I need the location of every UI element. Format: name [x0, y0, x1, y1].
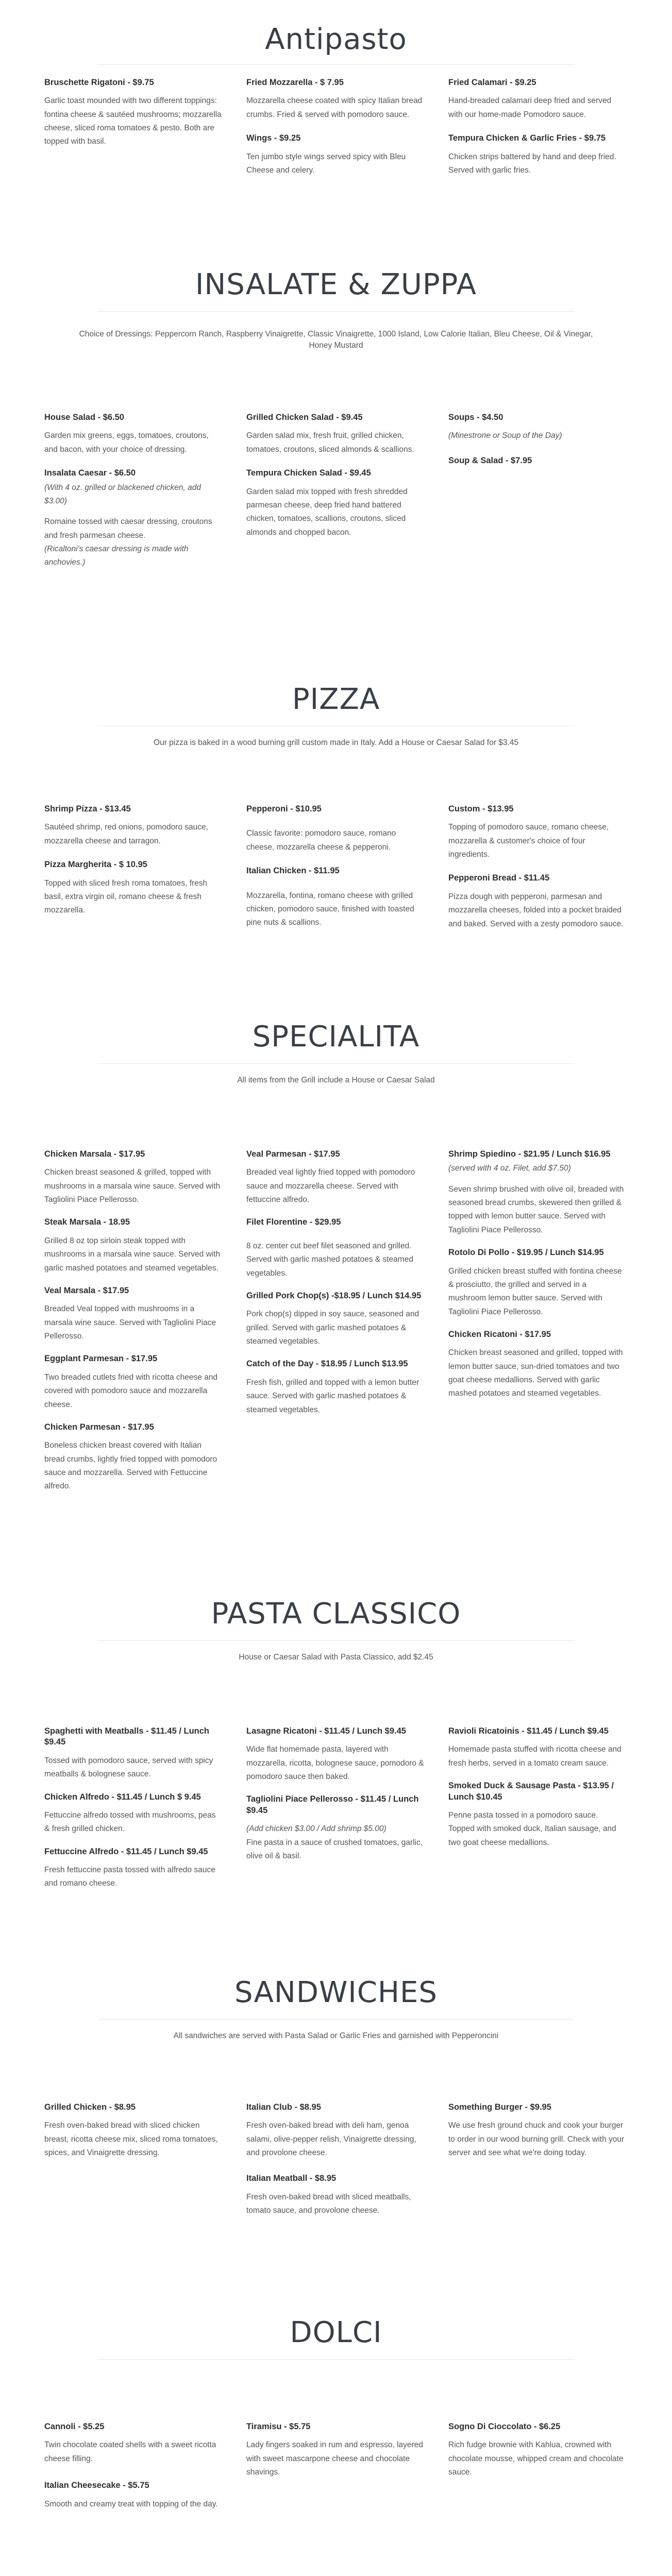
sandwiches-col-1	[44, 2102, 222, 2170]
item-description: Mozzarella, fontina, romano cheese with grilled chicken, pomodoro sauce, finished with toasted pine nuts & scallions.	[246, 891, 414, 927]
menu-item	[246, 2421, 424, 2479]
item-description: Homemade pasta stuffed with ricotta cheese and fresh herbs, served in a tomato cream sauce.	[448, 1745, 621, 1768]
item-name: Chicken Alfredo - $11.45 / Lunch $ 9.45	[44, 1792, 201, 1802]
sandwiches-title: SANDWICHES	[234, 1976, 438, 2009]
item-description: Fresh oven-baked bread with sliced chicken breast, ricotta cheese mix, sliced roma tomatoes, spices, and Vinaigrette dressing.	[44, 2121, 218, 2158]
item-description: Pizza dough with pepperoni, parmesan and mozzarella cheeses, folded into a pocket braided and baked. Served with a zesty pomodoro sauce.	[448, 892, 624, 928]
sandwiches-note: All sandwiches are served with Pasta Salad or Garlic Fries and garnished with Pepperoncini	[173, 2031, 499, 2040]
menu-item	[246, 133, 424, 177]
menu-item	[448, 2421, 626, 2479]
item-name: Spaghetti with Meatballs - $11.45 / Lunch $9.45	[44, 1726, 209, 1747]
menu-item	[246, 412, 424, 456]
specialita-col-2	[246, 1149, 424, 1427]
menu-item	[44, 804, 222, 848]
item-name: Lasagne Ricatoni - $11.45 / Lunch $9.45	[246, 1726, 406, 1736]
item-name: Something Burger - $9.95	[448, 2103, 551, 2112]
dolci-col-2	[246, 2421, 424, 2489]
dolci-col-1	[44, 2421, 222, 2521]
item-description: Twin chocolate coated shells with a sweet ricotta cheese filling.	[44, 2441, 216, 2463]
item-description: Boneless chicken breast covered with Italian bread crumbs, lightly fried topped with pomodoro sauce and mozzarella. Served with Fettuccine alfredo.	[44, 1441, 217, 1491]
item-description: Penne pasta tossed in a pomodoro sauce. Topped with smoked duck, Italian sausage, and two goat cheese medallions.	[448, 1811, 616, 1847]
item-name: Tempura Chicken Salad - $9.45	[246, 468, 371, 478]
menu-item	[448, 412, 626, 443]
sandwiches-col-3	[448, 2102, 626, 2170]
item-description: Garden salad mix, fresh fruit, grilled chicken, tomatoes, croutons, sliced almonds & scallions.	[246, 431, 414, 454]
antipasto-col-1	[44, 77, 222, 159]
pizza-note: Our pizza is baked in a wood burning grill custom made in Italy. Add a House or Caesar Salad for $3.45	[154, 738, 518, 747]
item-description: Tossed with pomodoro sauce, served with spicy meatballs & bolognese sauce.	[44, 1756, 213, 1779]
item-name: Shrimp Pizza - $13.45	[44, 804, 131, 814]
menu-item	[246, 2102, 424, 2160]
item-name: Chicken Ricatoni - $17.95	[448, 1329, 551, 1339]
item-description: Two breaded cutlets fried with ricotta cheese and covered with pomodoro sauce and mozzarella cheese.	[44, 1372, 218, 1409]
item-name: Insalata Caesar - $6.50	[44, 468, 136, 478]
item-name: Tagliolini Piace Pellerosso - $11.45 / Lunch $9.45	[246, 1794, 419, 1815]
item-name: Italian Club - $8.95	[246, 2103, 321, 2112]
specialita-col-3	[448, 1149, 626, 1411]
menu-item	[246, 1726, 424, 1784]
item-name: Bruschette Rigatoni - $9.75	[44, 78, 154, 87]
menu-item	[44, 1726, 222, 1782]
item-description: Fresh fettuccine pasta tossed with alfredo sauce and romano cheese.	[44, 1866, 215, 1888]
item-name: Grilled Chicken - $8.95	[44, 2103, 136, 2112]
menu-item	[448, 1149, 626, 1237]
divider	[98, 1063, 574, 1064]
menu-item	[448, 1781, 626, 1850]
item-note: (Ricaltoni's caesar dressing is made with anchovies.)	[44, 544, 189, 567]
item-description: Garlic toast mounded with two different toppings: fontina cheese & sautéed mushrooms; mozzarella cheese, sliced roma tomatoes & pesto. Both are topped with basil.	[44, 96, 222, 146]
divider	[98, 64, 574, 65]
menu-item	[44, 2102, 222, 2160]
menu-item	[246, 1794, 424, 1863]
item-description: Garden mix greens, eggs, tomatoes, croutons, and bacon, with your choice of dressing.	[44, 431, 209, 454]
menu-item	[44, 1422, 222, 1494]
item-name: Chicken Parmesan - $17.95	[44, 1422, 154, 1432]
menu-item	[44, 2421, 222, 2466]
specialita-title: SPECIALITA	[252, 1020, 420, 1054]
item-description: Chicken breast seasoned and grilled, topped with lemon butter sauce, sun-dried tomatoes and two goat cheese medallions. Served with garlic mashed potatoes and steamed vegetables.	[448, 1348, 623, 1398]
item-description: Chicken breast seasoned & grilled, topped with mushrooms in a marsala wine sauce. Served with Tagliolini Piace Pellerosso.	[44, 1168, 221, 1205]
pasta-title: PASTA CLASSICO	[211, 1597, 461, 1631]
dressings-note: Choice of Dressings: Peppercorn Ranch, Raspberry Vinaigrette, Classic Vinaigrette, 1000 Island, Low Calorie Italian, Bleu Cheese, Oil & Vinegar, Honey Mustard	[79, 330, 593, 350]
item-description: Fettuccine alfredo tossed with mushrooms, peas & fresh grilled chicken.	[44, 1811, 216, 1834]
menu-item	[246, 1217, 424, 1280]
item-description: Fresh fish, grilled and topped with a lemon butter sauce. Served with garlic mashed potatoes & steamed vegetables.	[246, 1378, 419, 1414]
divider	[98, 2359, 574, 2360]
item-description: Seven shrimp brushed with olive oil, breaded with seasoned bread crumbs, skewered then grilled & topped with lemon butter sauce. Served with Tagliolini Piace Pellerosso.	[448, 1184, 624, 1234]
item-name: Wings - $9.25	[246, 133, 301, 143]
item-description: Rich fudge brownie with Kahlua, crowned with chocolate mousse, whipped cream and chocolate sauce.	[448, 2441, 624, 2477]
menu-item	[44, 1353, 222, 1411]
item-name: Tiramisu - $5.75	[246, 2422, 311, 2431]
item-description: Pork chop(s) dipped in soy sauce, seasoned and grilled. Served with garlic mashed potatoes & steamed vegetables.	[246, 1310, 419, 1346]
item-name: Pizza Margherita - $ 10.95	[44, 860, 147, 870]
item-description: Grilled chicken breast stuffed with fontina cheese & prosciutto, the grilled and served in a mushroom lemon butter sauce. Served with Tagliolini Piace Pellerosso.	[448, 1266, 622, 1316]
divider	[98, 2019, 574, 2020]
specialita-note: All items from the Grill include a House or Caesar Salad	[237, 1076, 435, 1084]
item-name: Chicken Marsala - $17.95	[44, 1149, 145, 1159]
dolci-title: DOLCI	[290, 2316, 382, 2349]
menu-item	[44, 1285, 222, 1343]
item-name: Grilled Chicken Salad - $9.45	[246, 413, 363, 422]
menu-item	[448, 2102, 626, 2160]
item-note: (With 4 oz. grilled or blackened chicken, add $3.00)	[44, 483, 201, 505]
item-description: Topped with sliced fresh roma tomatoes, fresh basil, extra virgin oil, romano cheese & fresh mozzarella.	[44, 878, 208, 915]
insalate-col-3	[448, 412, 626, 477]
specialita-col-1	[44, 1149, 222, 1504]
menu-item	[448, 455, 626, 466]
item-name: Italian Chicken - $11.95	[246, 866, 340, 876]
pasta-col-3	[448, 1726, 626, 1860]
item-name: House Salad - $6.50	[44, 413, 124, 422]
menu-item	[448, 77, 626, 122]
menu-item	[246, 77, 424, 122]
item-name: Grilled Pork Chop(s) -$18.95 / Lunch $14.95	[246, 1291, 422, 1300]
item-note: (Minestrone or Soup of the Day)	[448, 431, 562, 440]
menu-item	[246, 866, 424, 929]
item-name: Filet Florentine - $29.95	[246, 1217, 341, 1227]
menu-item	[44, 1846, 222, 1891]
item-name: Shrimp Spiedino - $21.95 / Lunch $16.95	[448, 1149, 611, 1159]
item-name: Fried Mozzarella - $ 7.95	[246, 78, 344, 87]
item-name: Catch of the Day - $18.95 / Lunch $13.95	[246, 1359, 408, 1369]
menu-item	[246, 804, 424, 854]
item-description: Fine pasta in a sauce of crushed tomatoes, garlic, olive oil & basil.	[246, 1838, 423, 1861]
item-description: Grilled 8 oz top sirloin steak topped with mushrooms in a marsala wine sauce. Served with garlic mashed potatoes and steamed vegetables.	[44, 1236, 221, 1273]
item-description: Ten jumbo style wings served spicy with Bleu Cheese and celery.	[246, 152, 406, 175]
dolci-col-3	[448, 2421, 626, 2489]
item-name: Veal Marsala - $17.95	[44, 1285, 129, 1295]
item-name: Sogno Di Cioccolato - $6.25	[448, 2422, 561, 2431]
menu-item	[246, 1149, 424, 1207]
insalate-col-1	[44, 412, 222, 580]
menu-item	[246, 1291, 424, 1348]
pasta-note: House or Caesar Salad with Pasta Classico, add $2.45	[239, 1653, 433, 1662]
pasta-col-2	[246, 1726, 424, 1873]
insalate-col-2	[246, 412, 424, 550]
item-description: Fresh oven-baked bread with sliced meatballs, tomato sauce, and provolone cheese.	[246, 2192, 411, 2215]
item-name: Soups - $4.50	[448, 413, 503, 422]
menu-item	[448, 1726, 626, 1770]
item-description: Breaded Veal topped with mushrooms in a marsala wine sauce. Served with Tagliolini Piace Pellerosso.	[44, 1304, 216, 1341]
item-name: Pepperoni Bread - $11.45	[448, 873, 550, 883]
item-name: Cannoli - $5.25	[44, 2422, 105, 2431]
menu-item	[44, 468, 222, 570]
item-description: Wide flat homemade pasta, layered with mozzarella, ricotta, bolognese sauce, pomodoro & pomodoro sauce then baked.	[246, 1745, 424, 1782]
menu-item	[448, 1247, 626, 1319]
item-description: Romaine tossed with caesar dressing, croutons and fresh parmesan cheese.	[44, 517, 212, 540]
menu-item	[448, 133, 626, 177]
item-name: Soup & Salad - $7.95	[448, 455, 532, 465]
item-name: Pepperoni - $10.95	[246, 804, 322, 814]
pizza-col-2	[246, 804, 424, 940]
item-description: Garden salad mix topped with fresh shredded parmesan cheese, deep fried hand battered chicken, tomatoes, scallions, croutons, sliced almonds and chopped bacon.	[246, 487, 408, 537]
item-description: Breaded veal lightly fried topped with pomodoro sauce and mozzarella cheese. Served with fettuccine alfredo.	[246, 1168, 415, 1205]
item-name: Smoked Duck & Sausage Pasta - $13.95 / Lunch $10.45	[448, 1781, 614, 1802]
item-description: 8 oz. center cut beef filet seasoned and grilled. Served with garlic mashed potatoes & steamed vegetables.	[246, 1241, 413, 1278]
item-name: Custom - $13.95	[448, 804, 514, 814]
item-name: Fried Calamari - $9.25	[448, 78, 536, 87]
item-description: Mozzarella cheese coated with spicy Italian bread crumbs. Fried & served with pomodoro sauce.	[246, 96, 423, 119]
menu-item	[246, 2173, 424, 2217]
menu-item	[246, 468, 424, 539]
item-description: Lady fingers soaked in rum and espresso, layered with sweet mascarpone cheese and chocolate shavings.	[246, 2441, 423, 2477]
item-note: (Add chicken $3.00 / Add shrimp $5.00)	[246, 1824, 387, 1834]
item-name: Veal Parmesan - $17.95	[246, 1149, 340, 1159]
menu-item	[44, 1792, 222, 1836]
sandwiches-col-2	[246, 2102, 424, 2228]
menu-item	[246, 1359, 424, 1416]
menu-item	[44, 1217, 222, 1275]
item-description: Classic favorite: pomodoro sauce, romano cheese, mozzarella cheese & pepperoni.	[246, 829, 396, 852]
item-name: Italian Meatball - $8.95	[246, 2174, 337, 2183]
item-description: Hand-breaded calamari deep fried and served with our home-made Pomodoro sauce.	[448, 96, 612, 119]
item-name: Ravioli Ricatoinis - $11.45 / Lunch $9.45	[448, 1726, 609, 1736]
insalate-title: INSALATE & ZUPPA	[195, 268, 477, 301]
menu-item	[448, 873, 626, 930]
item-name: Tempura Chicken & Garlic Fries - $9.75	[448, 133, 606, 143]
item-description: Sautéed shrimp, red onions, pomodoro sauce, mozzarella cheese and tarragon.	[44, 823, 208, 845]
menu-item	[44, 2480, 222, 2511]
menu-item	[44, 77, 222, 149]
menu-item	[44, 412, 222, 456]
antipasto-title: Antipasto	[265, 23, 407, 56]
item-description: We use fresh ground chuck and cook your burger to order in our wood burning grill. Check with your server and see what we're doing today.	[448, 2121, 625, 2158]
item-description: Smooth and creamy treat with topping of the day.	[44, 2499, 218, 2509]
menu-item	[448, 804, 626, 861]
menu-item	[44, 1149, 222, 1207]
divider	[98, 1640, 574, 1641]
pasta-col-1	[44, 1726, 222, 1901]
item-description: Fresh oven-baked bread with deli ham, genoa salami, olive-pepper relish, Vinaigrette dressing, and provolone cheese.	[246, 2121, 416, 2158]
antipasto-col-2	[246, 77, 424, 188]
item-description: Topping of pomodoro sauce, romano cheese, mozzarella & customer's choice of four ingredients.	[448, 823, 609, 859]
item-description: Chicken strips battered by hand and deep fried. Served with garlic fries.	[448, 152, 616, 175]
antipasto-col-3	[448, 77, 626, 188]
item-name: Eggplant Parmesan - $17.95	[44, 1354, 158, 1364]
pizza-col-1	[44, 804, 222, 928]
item-name: Italian Cheesecake - $5.75	[44, 2481, 149, 2490]
pizza-title: PIZZA	[292, 683, 380, 716]
divider	[98, 311, 574, 312]
item-note: (served with 4 oz. Filet, add $7.50)	[448, 1164, 571, 1173]
item-name: Fettuccine Alfredo - $11.45 / Lunch $9.45	[44, 1846, 208, 1856]
menu-item	[448, 1329, 626, 1401]
item-name: Steak Marsala - 18.95	[44, 1217, 130, 1227]
item-name: Rotolo Di Pollo - $19.95 / Lunch $14.95	[448, 1248, 604, 1258]
pizza-col-3	[448, 804, 626, 941]
menu-item	[44, 859, 222, 917]
